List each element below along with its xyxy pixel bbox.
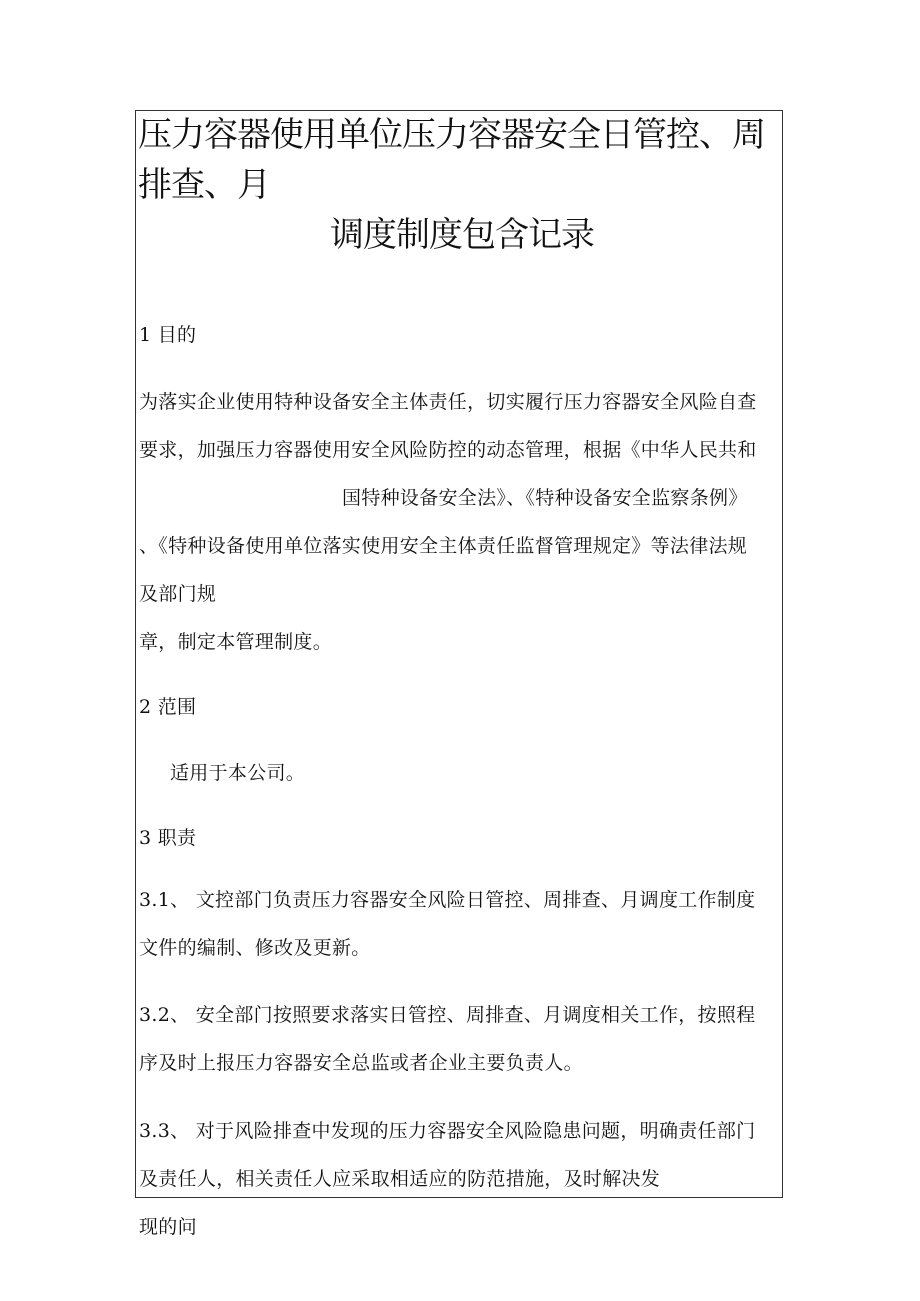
- document-title-line-3: 调度制度包含记录: [330, 215, 594, 255]
- section-1-paragraph-line-6: 章，制定本管理制度。: [139, 631, 333, 653]
- section-1-paragraph-line-4: 、《特种设备使用单位落实使用安全主体责任监督管理规定》等法律法规: [139, 535, 748, 557]
- section-1-paragraph-line-1: 为落实企业使用特种设备安全主体责任，切实履行压力容器安全风险自查: [139, 391, 757, 413]
- item-3-1-line-1: 3.1、 文控部门负责压力容器安全风险日管控、周排查、月调度工作制度: [139, 889, 756, 911]
- section-1-paragraph-line-2: 要求，加强压力容器使用安全风险防控的动态管理，根据《中华人民共和: [139, 439, 757, 461]
- section-2-heading: 2 范围: [139, 696, 197, 718]
- section-3-heading: 3 职责: [139, 827, 197, 849]
- item-3-1-line-2: 文件的编制、修改及更新。: [139, 937, 371, 959]
- document-border: [135, 110, 783, 1198]
- section-1-heading: 1 目的: [139, 324, 197, 346]
- section-2-text: 适用于本公司。: [170, 762, 306, 784]
- section-1-paragraph-line-3: 国特种设备安全法》、《特种设备安全监察条例》: [342, 487, 748, 509]
- section-1-paragraph-line-5: 及部门规: [139, 583, 217, 605]
- item-3-2-line-1: 3.2、 安全部门按照要求落实日管控、周排查、月调度相关工作，按照程: [139, 1004, 756, 1026]
- item-3-3-line-2: 及责任人，相关责任人应采取相适应的防范措施，及时解决发: [139, 1168, 661, 1190]
- item-3-2-line-2: 序及时上报压力容器安全总监或者企业主要负责人。: [139, 1052, 583, 1074]
- overflow-text: 现的问: [139, 1216, 197, 1238]
- document-title-line-2: 排查、月: [138, 165, 270, 205]
- item-3-3-line-1: 3.3、 对于风险排查中发现的压力容器安全风险隐患问题，明确责任部门: [139, 1120, 756, 1142]
- document-title-line-1: 压力容器使用单位压力容器安全日管控、周: [138, 115, 765, 155]
